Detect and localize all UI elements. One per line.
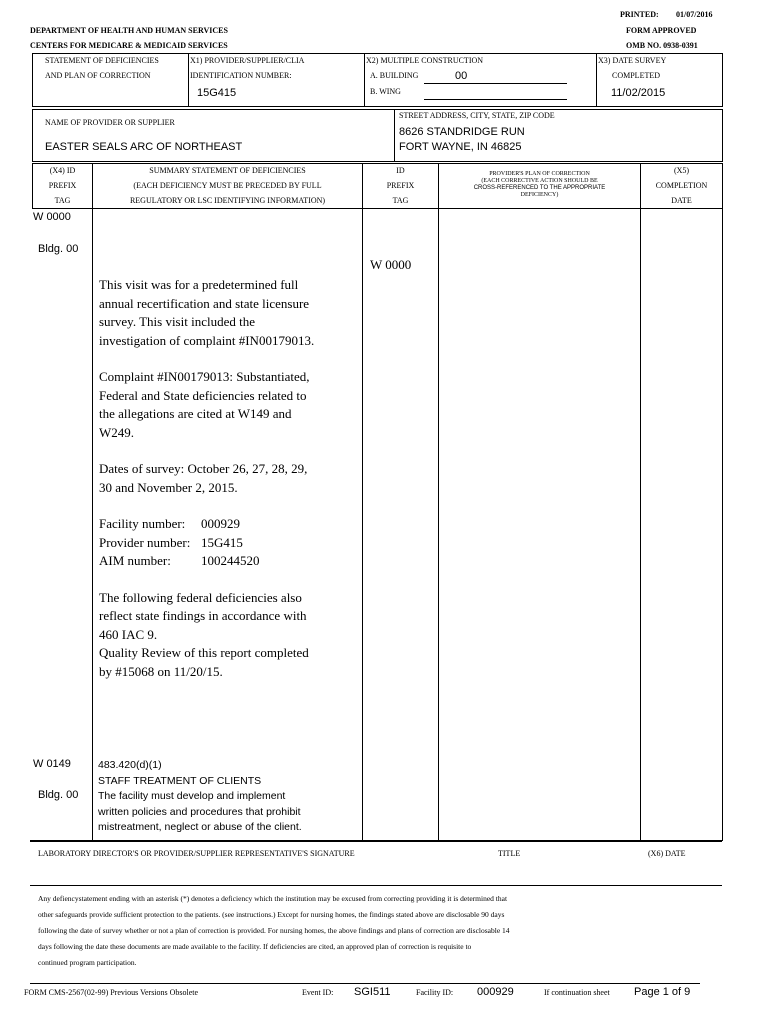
disclaimer: Any defiencystatement ending with an asterisk (*) denotes a deficiency which the institution may be excused from correcting providing it is determined that other safeguards provide sufficient protection to the patients. (see instructions.) Except for nursing homes, the findings stated above are disclosable 90 days following the date of survey whether or not a plan of correction is provided. For nursing homes, the above findings and plans of correction are disclosable 14 days following the date these documents are made available to the facility. If deficiencies are cited, an approved plan of correction is requisite to continued program participation.: [38, 894, 510, 967]
department-name: DEPARTMENT OF HEALTH AND HUMAN SERVICES: [30, 26, 228, 35]
bldg-label-2: Bldg. 00: [38, 789, 79, 801]
form-approved: FORM APPROVED: [626, 26, 697, 35]
printed-label: PRINTED:: [620, 10, 659, 19]
col-summary-l2: (EACH DEFICIENCY MUST BE PRECEDED BY FULL: [133, 181, 322, 190]
col-x5-l2: COMPLETION: [655, 181, 708, 190]
x1-label-2: IDENTIFICATION NUMBER:: [190, 71, 292, 80]
continuation-label: If continuation sheet: [544, 988, 610, 997]
wing-label: B. WING: [370, 87, 401, 96]
col-x5-l1: (X5): [673, 166, 690, 175]
statement-label-2: AND PLAN OF CORRECTION: [45, 71, 151, 80]
building-label: A. BUILDING: [370, 71, 419, 80]
tag-w0000-right: W 0000: [370, 257, 412, 272]
col-x4-l2: PREFIX: [48, 181, 77, 190]
date-label: (X6) DATE: [648, 849, 686, 858]
col-x4-l1: (X4) ID: [49, 166, 76, 175]
x2-label: X2) MULTIPLE CONSTRUCTION: [366, 56, 484, 65]
omb-number: OMB NO. 0938-0391: [626, 41, 698, 50]
paragraph-visit: This visit was for a predetermined full annual recertification and state licensure survey. This visit included the investigation of complaint #IN00179013.: [99, 277, 315, 348]
col-id-l3: TAG: [392, 196, 409, 205]
bldg-label-1: Bldg. 00: [38, 243, 79, 255]
regulation-text: 483.420(d)(1) STAFF TREATMENT OF CLIENTS The facility must develop and implement written policies and procedures that prohibit mistreatment, neglect or abuse of the client.: [98, 759, 302, 833]
tag-w0149: W 0149: [33, 758, 71, 770]
form-number: FORM CMS-2567(02-99) Previous Versions Obsolete: [24, 988, 199, 997]
building-value: 00: [455, 70, 468, 82]
event-id-label: Event ID:: [302, 988, 334, 997]
paragraph-dates: Dates of survey: October 26, 27, 28, 29, 30 and November 2, 2015.: [99, 461, 308, 495]
statement-label-1: STATEMENT OF DEFICIENCIES: [45, 56, 159, 65]
facility-id-value: 000929: [477, 986, 514, 998]
address-label: STREET ADDRESS, CITY, STATE, ZIP CODE: [399, 111, 555, 120]
provider-name-value: EASTER SEALS ARC OF NORTHEAST: [45, 141, 243, 153]
centers-name: CENTERS FOR MEDICARE & MEDICAID SERVICES: [30, 41, 228, 50]
provider-name-label: NAME OF PROVIDER OR SUPPLIER: [45, 118, 175, 127]
page-number: Page 1 of 9: [634, 986, 691, 998]
address-line-2: FORT WAYNE, IN 46825: [399, 141, 522, 153]
title-label: TITLE: [498, 849, 521, 858]
provider-id-value: 15G415: [197, 87, 237, 99]
col-plan-header: PROVIDER'S PLAN OF CORRECTION (EACH CORRECTIVE ACTION SHOULD BE CROSS-REFERENCED TO THE APPROPRIATE DEFICIENCY): [473, 171, 606, 198]
facility-id-label: Facility ID:: [416, 988, 454, 997]
signature-label: LABORATORY DIRECTOR'S OR PROVIDER/SUPPLIER REPRESENTATIVE'S SIGNATURE: [38, 849, 355, 858]
col-x4-l3: TAG: [54, 196, 71, 205]
printed-date: 01/07/2016: [676, 10, 713, 19]
x1-label-1: X1) PROVIDER/SUPPLIER/CLIA: [190, 56, 305, 65]
col-x5-l3: DATE: [671, 196, 692, 205]
x3-label-1: X3) DATE SURVEY: [598, 56, 667, 65]
summary-text: [99, 276, 361, 699]
col-id-l1: ID: [396, 166, 405, 175]
x3-label-2: COMPLETED: [612, 71, 660, 80]
address-line-1: 8626 STANDRIDGE RUN: [399, 126, 525, 138]
col-id-l2: PREFIX: [386, 181, 415, 190]
numbers-block: Facility number: 000929 Provider number: 15G415 AIM number: 100244520: [99, 516, 260, 568]
paragraph-federal: The following federal deficiencies also reflect state findings in accordance with 460 IAC 9. Quality Review of this report completed by #15068 on 11/20/15.: [99, 589, 309, 679]
tag-w0000: W 0000: [33, 211, 71, 223]
survey-date-value: 11/02/2015: [611, 87, 666, 99]
col-summary-l1: SUMMARY STATEMENT OF DEFICIENCIES: [149, 166, 306, 175]
event-id-value: SGI511: [354, 986, 391, 998]
paragraph-complaint: Complaint #IN00179013: Substantiated, Federal and State deficiencies related to the allegations are cited at W149 and W249.: [99, 369, 310, 440]
col-summary-l3: REGULATORY OR LSC IDENTIFYING INFORMATION): [129, 196, 326, 205]
